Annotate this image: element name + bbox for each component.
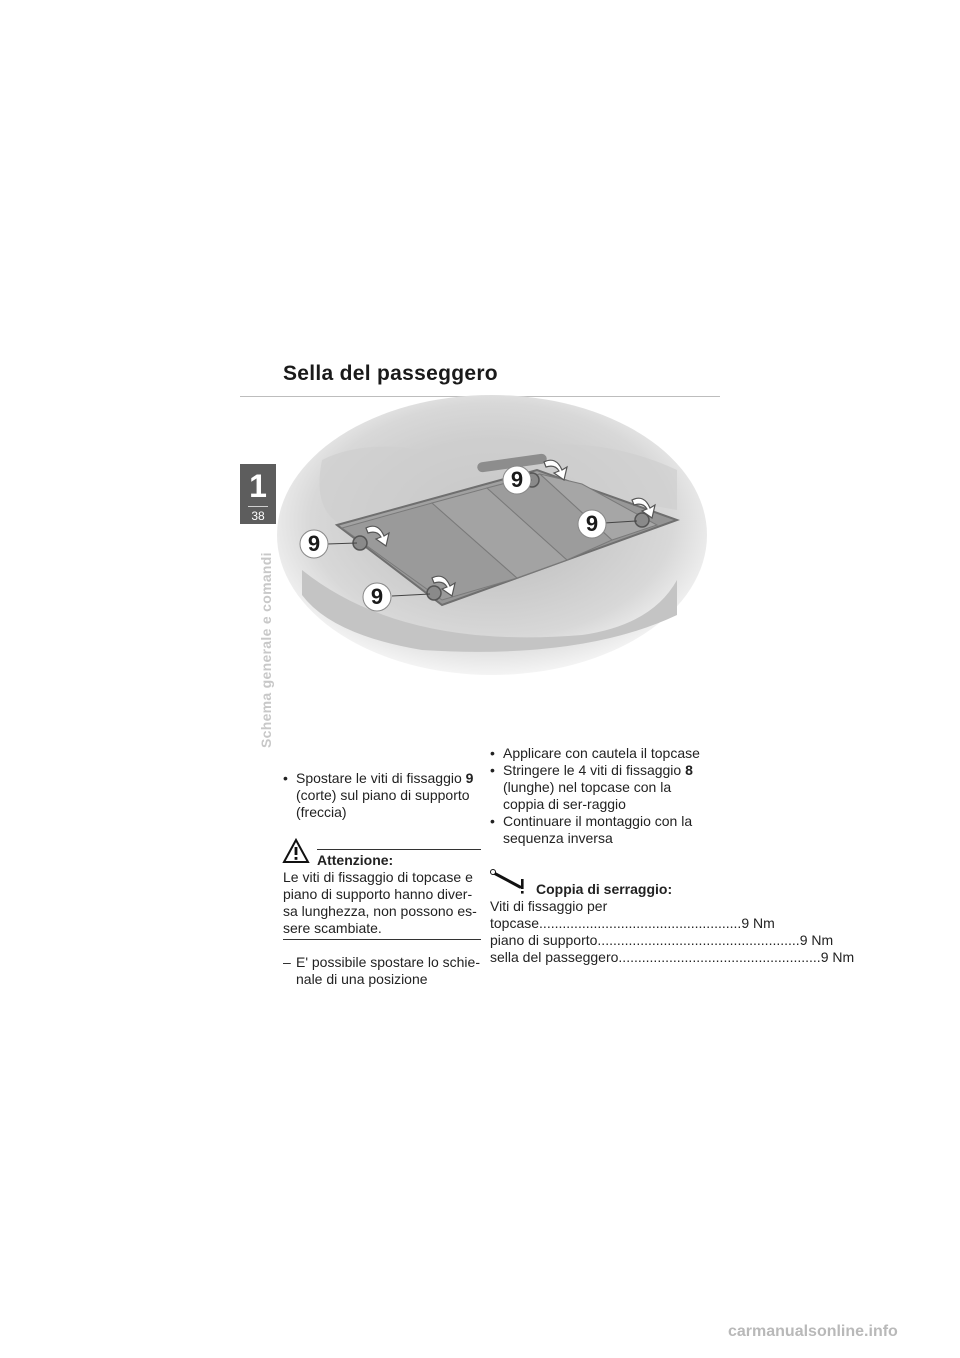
torque-row: sella del passeggero .................................................... 9 Nm xyxy=(490,949,855,965)
right-column xyxy=(490,745,855,966)
warning-triangle-icon xyxy=(283,839,309,863)
torque-row: piano di supporto .................................................... 9 Nm xyxy=(490,932,834,948)
note-backrest: – E' possibile spostare lo schie-nale di una posizione xyxy=(283,954,480,987)
torque-intro: Viti di fissaggio per xyxy=(490,898,608,914)
torque-row: topcase .................................................... 9 Nm xyxy=(490,915,775,931)
left-column xyxy=(283,770,481,988)
callout-9-a: 9 xyxy=(307,531,321,556)
torque-spec xyxy=(490,869,855,966)
wrench-icon xyxy=(490,869,536,895)
torque-label: piano di supporto xyxy=(490,932,598,948)
bullet-dot: • xyxy=(283,770,288,786)
chapter-divider xyxy=(248,506,268,507)
section-side-title: Schema generale e comandi xyxy=(258,552,274,748)
watermark-text: carmanualsonline.info xyxy=(728,1323,898,1340)
callout-9-b: 9 xyxy=(370,584,384,609)
torque-value: 9 Nm xyxy=(799,932,834,948)
chapter-number: 1 xyxy=(249,468,267,504)
torque-title: Coppia di serraggio: xyxy=(536,881,673,897)
part-ref: 9 xyxy=(465,770,474,786)
torque-table xyxy=(490,915,855,966)
chapter-tab xyxy=(240,464,276,524)
torque-label: sella del passeggero xyxy=(490,949,619,965)
instruction-apply-topcase: • Applicare con cautela il topcase xyxy=(490,745,700,761)
warning-text: Le viti di fissaggio di topcase e piano di supporto hanno diver-sa lunghezza, non possono es-sere scambiate. xyxy=(283,869,477,936)
instruction-tighten-screws: • Stringere le 4 viti di fissaggio 8 (lunghe) nel topcase con la coppia di ser-raggio xyxy=(490,762,693,812)
callout-9-c: 9 xyxy=(510,467,524,492)
warning-title: Attenzione: xyxy=(317,852,394,868)
torque-value: 9 Nm xyxy=(820,949,855,965)
part-ref: 8 xyxy=(685,762,693,778)
page-title: Sella del passeggero xyxy=(283,362,498,385)
instruction-move-screws: • Spostare le viti di fissaggio 9 (corte) sul piano di supporto (freccia) xyxy=(283,770,474,820)
callout-9-d: 9 xyxy=(585,511,599,536)
torque-value: 9 Nm xyxy=(741,915,775,931)
instruction-continue: • Continuare il montaggio con la sequenza inversa xyxy=(490,813,693,846)
torque-label: topcase xyxy=(490,915,540,931)
page-number: 38 xyxy=(251,509,265,523)
warning-note xyxy=(283,839,481,940)
passenger-seat-photo xyxy=(282,400,692,670)
